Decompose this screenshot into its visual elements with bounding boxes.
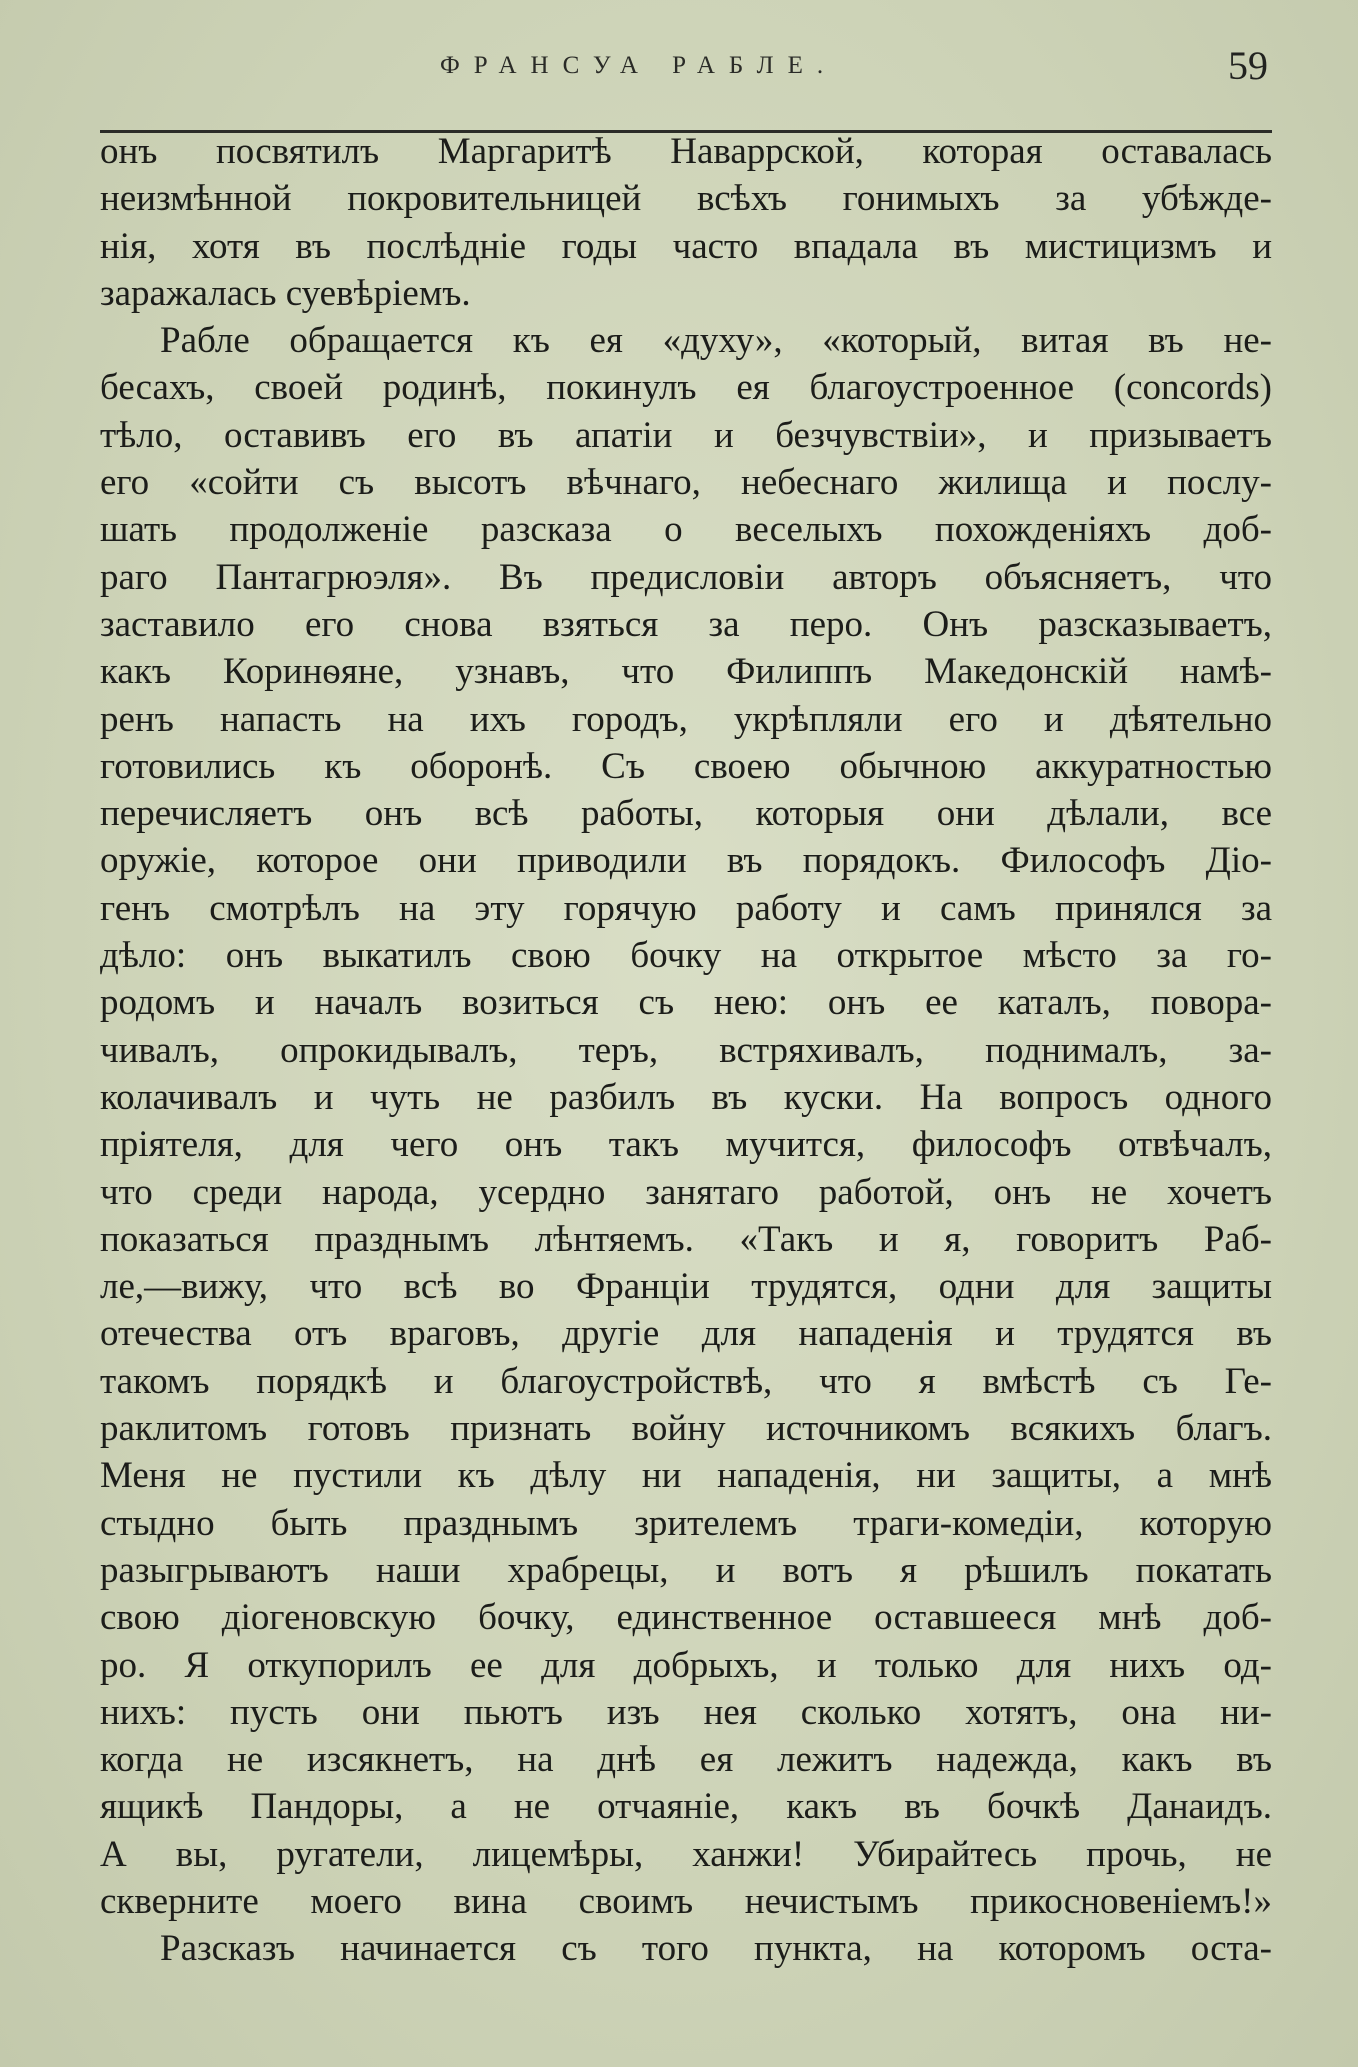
text-line: родомъ и началъ возиться съ нею: онъ ее каталъ, повора- — [100, 982, 1272, 1024]
text-line: ящикѣ Пандоры, а не отчаяніе, какъ въ бочкѣ Данаидъ. — [100, 1786, 1272, 1828]
text-line: оружіе, которое они приводили въ порядокъ. Философъ Діо- — [100, 840, 1272, 882]
text-line: онъ посвятилъ Маргаритѣ Наваррской, которая оставалась — [100, 131, 1272, 172]
text-line: чивалъ, опрокидывалъ, теръ, встряхивалъ, поднималъ, за- — [100, 1029, 1272, 1071]
text-line: шать продолженіе разсказа о веселыхъ похожденіяхъ доб- — [100, 509, 1272, 551]
text-line: неизмѣнной покровительницей всѣхъ гонимыхъ за убѣжде- — [100, 178, 1272, 220]
text-line: раклитомъ готовъ признать войну источникомъ всякихъ благъ. — [100, 1408, 1272, 1450]
text-line: раго Пантагрюэля». Въ предисловіи авторъ объясняетъ, что — [100, 556, 1272, 598]
text-line: заставило его снова взяться за перо. Онъ разсказываетъ, — [100, 603, 1272, 645]
running-title: ФРАНСУА РАБЛЕ. — [440, 52, 838, 79]
text-line: колачивалъ и чуть не разбилъ въ куски. На вопросъ одного — [100, 1076, 1272, 1118]
body-text — [100, 128, 1272, 1973]
text-line: бесахъ, своей родинѣ, покинулъ ея благоустроенное (concords) — [100, 367, 1272, 409]
text-line: перечисляетъ онъ всѣ работы, которыя они дѣлали, все — [100, 793, 1272, 835]
text-line: его «сойти съ высотъ вѣчнаго, небеснаго жилища и послу- — [100, 462, 1272, 504]
text-line: ро. Я откупорилъ ее для добрыхъ, и только для нихъ од- — [100, 1644, 1272, 1686]
text-line: нихъ: пусть они пьютъ изъ нея сколько хотятъ, она ни- — [100, 1691, 1272, 1733]
running-head — [0, 40, 1358, 96]
text-line: когда не изсякнетъ, на днѣ ея лежитъ надежда, какъ въ — [100, 1739, 1272, 1781]
text-line: дѣло: онъ выкатилъ свою бочку на открытое мѣсто за го- — [100, 935, 1272, 977]
text-line: пріятеля, для чего онъ такъ мучится, философъ отвѣчалъ, — [100, 1124, 1272, 1166]
text-line: разыгрываютъ наши храбрецы, и вотъ я рѣшилъ покатать — [100, 1549, 1272, 1591]
text-line: стыдно быть празднымъ зрителемъ траги-комедіи, которую — [100, 1502, 1272, 1544]
text-line: заражалась суевѣріемъ. — [100, 272, 471, 314]
text-line: что среди народа, усердно занятаго работой, онъ не хочетъ — [100, 1171, 1272, 1213]
text-line: такомъ порядкѣ и благоустройствѣ, что я вмѣстѣ съ Ге- — [100, 1360, 1272, 1402]
text-line: готовились къ оборонѣ. Съ своею обычною аккуратностью — [100, 745, 1272, 787]
text-line: генъ смотрѣлъ на эту горячую работу и самъ принялся за — [100, 887, 1272, 929]
text-line: ренъ напасть на ихъ городъ, укрѣпляли его и дѣятельно — [100, 698, 1272, 740]
text-line: Разсказъ начинается съ того пункта, на которомъ оста- — [160, 1928, 1272, 1970]
text-line: тѣло, оставивъ его въ апатіи и безчувствіи», и призываетъ — [100, 414, 1272, 456]
text-line: нія, хотя въ послѣдніе годы часто впадала въ мистицизмъ и — [100, 225, 1272, 267]
text-line: Рабле обращается къ ея «духу», «который, витая въ не- — [160, 320, 1272, 362]
text-line: свою діогеновскую бочку, единственное оставшееся мнѣ доб- — [100, 1597, 1272, 1639]
text-line: А вы, ругатели, лицемѣры, ханжи! Убирайтесь прочь, не — [100, 1833, 1272, 1875]
text-line: какъ Коринѳяне, узнавъ, что Филиппъ Македонскій намѣ- — [100, 651, 1272, 693]
text-line: Меня не пустили къ дѣлу ни нападенія, ни защиты, а мнѣ — [100, 1455, 1272, 1497]
page-number: 59 — [1228, 43, 1268, 88]
text-line: отечества отъ враговъ, другіе для нападенія и трудятся въ — [100, 1313, 1272, 1355]
text-line: ле,—вижу, что всѣ во Франціи трудятся, одни для защиты — [100, 1266, 1272, 1308]
text-line: показаться празднымъ лѣнтяемъ. «Такъ и я, говоритъ Раб- — [100, 1218, 1272, 1260]
text-line: скверните моего вина своимъ нечистымъ прикосновеніемъ!» — [100, 1880, 1272, 1922]
